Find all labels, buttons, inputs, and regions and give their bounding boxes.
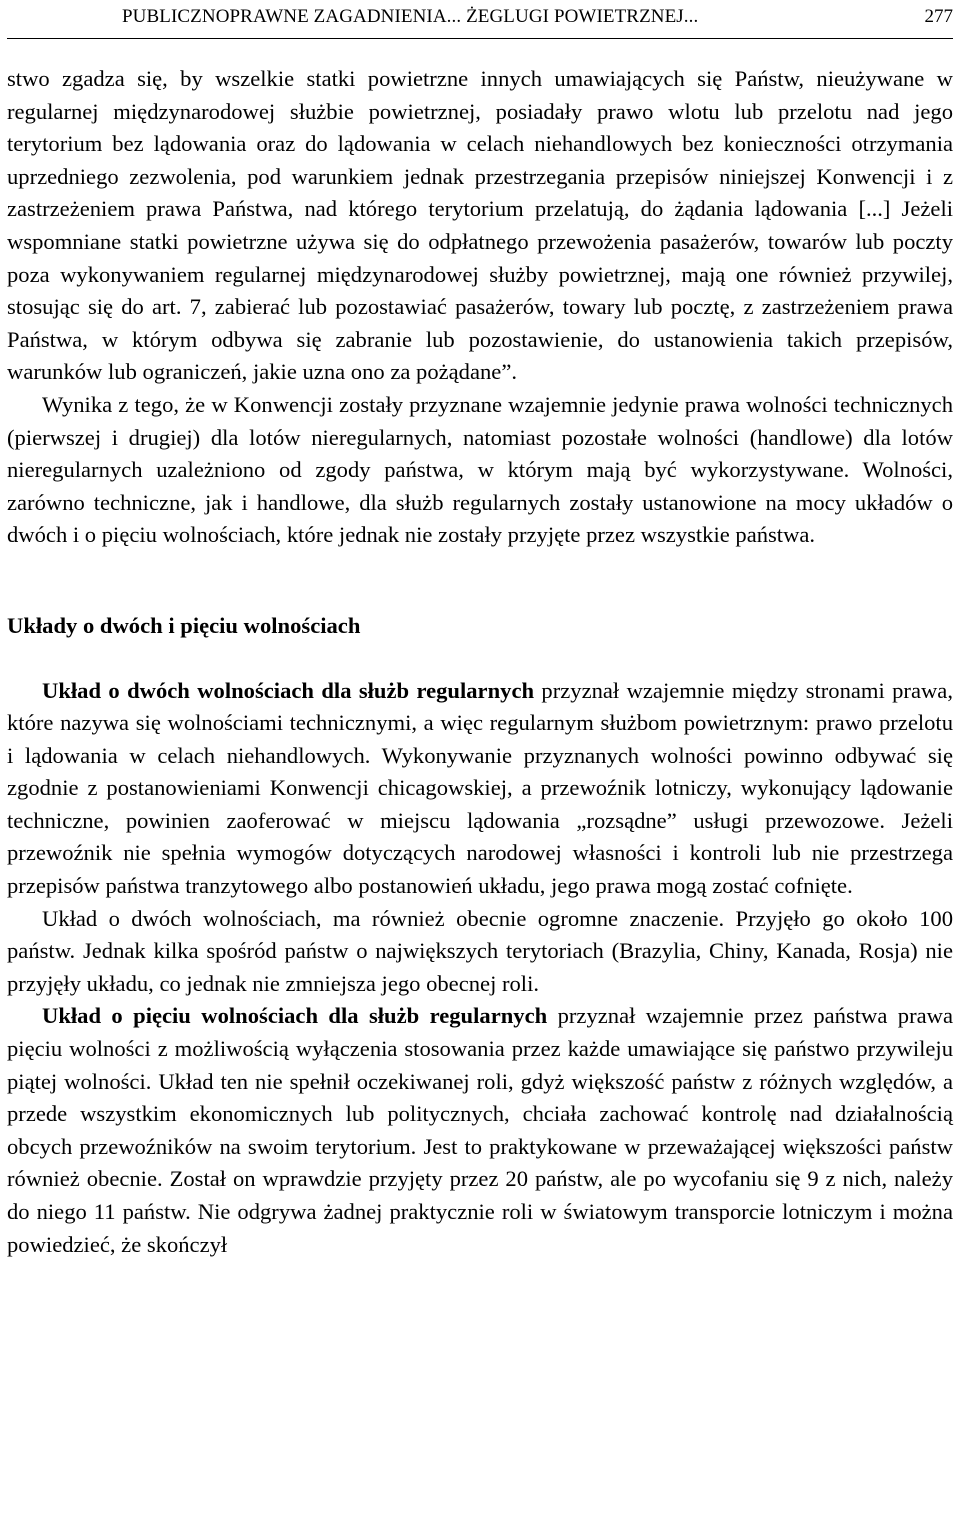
two-freedoms-text: przyznał wzajemnie między stronami prawa, które nazywa się wolnościami technicznymi, a więc regularnym służbom powietrznym: prawo przelotu i lądowania w celach niehandlowych. Wykonywanie przyznanych wolności powinno odbywać się zgodnie z postanowieniami Konwencji chicagowskiej, a przewoźnik lotniczy, wykonujący lądowanie techniczne, powinien zaoferować w miejscu lądowania „rozsądne” usługi przewozowe. Jeżeli przewoźnik nie spełnia wymogów dotyczących narodowej własności i kontroli lub nie przestrzega przepisów państwa tranzytowego albo postanowień układu, jego prawa mogą zostać cofnięte. <box>7 677 953 899</box>
section-heading: Układy o dwóch i pięciu wolnościach <box>7 612 361 638</box>
two-freedoms-term: Układ o dwóch wolnościach dla służb regularnych <box>42 677 535 703</box>
paragraph-freedoms-summary: Wynika z tego, że w Konwencji zostały przyznane wzajemnie jedynie prawa wolności technicznych (pierwszej i drugiej) dla lotów nieregularnych, natomiast pozostałe wolności (handlowe) dla lotów nieregularnych uzależniono od zgody państwa, w którym mają być wykorzystywane. Wolności, zarówno techniczne, jak i handlowe, dla służb regularnych zostały ustanowione na mocy układów o dwóch i o pięciu wolnościach, które jednak nie zostały przyjęte przez wszystkie państwa. <box>7 391 953 548</box>
page-body <box>7 63 953 1261</box>
running-title: PUBLICZNOPRAWNE ZAGADNIENIA... ŻEGLUGI POWIETRZNEJ... <box>122 6 699 27</box>
book-page <box>7 0 953 1261</box>
running-header <box>7 0 953 39</box>
five-freedoms-term: Układ o pięciu wolnościach dla służb regularnych <box>42 1003 548 1029</box>
paragraph-continuation: stwo zgadza się, by wszelkie statki powietrzne innych umawiających się Państw, nieużywane w regularnej międzynarodowej służbie powietrznej, posiadały prawo wlotu lub przelotu nad jego terytorium bez lądowania oraz do lądowania w celach niehandlowych bez konieczności otrzymania uprzedniego zezwolenia, pod warunkiem jednak przestrzegania przepisów niniejszej Konwencji i z zastrzeżeniem prawa Państwa, nad którego terytorium przelatują, do żądania lądowania [...] Jeżeli wspomniane statki powietrzne używa się do odpłatnego przewożenia pasażerów, towarów lub poczty poza wykonywaniem regularnej międzynarodowej służby powietrznej, mają one również przywilej, stosując się do art. 7, zabierać lub pozostawiać pasażerów, towary lub pocztę, z zastrzeżeniem prawa Państwa, w którym odbywa się zabranie lub pozostawienie, do ustanowienia takich przepisów, warunków lub ograniczeń, jakie uzna ono za pożądane”. <box>7 66 953 385</box>
paragraph-two-freedoms <box>7 675 953 903</box>
five-freedoms-text: przyznał wzajemnie przez państwa prawa pięciu wolności z możliwością wyłączenia stosowania przez każde umawiające się państwo przywileju piątej wolności. Układ ten nie spełnił oczekiwanej roli, gdyż większość państw z różnych względów, a przede wszystkim ekonomicznych lub politycznych, chciała zachować kontrolę nad działalnością obcych przewoźników na swoim terytorium. Jest to praktykowane w przeważającej większości państw również obecnie. Został on wprawdzie przyjęty przez 20 państw, ale po wycofaniu się 9 z nich, należy do niego 11 państw. Nie odgrywa żadnej praktycznie roli w światowym transporcie lotniczym i można powiedzieć, że skończył <box>7 1003 953 1257</box>
paragraph-five-freedoms <box>7 1000 953 1261</box>
page-number: 277 <box>924 6 953 27</box>
paragraph-two-freedoms-significance: Układ o dwóch wolnościach, ma również obecnie ogromne znaczenie. Przyjęło go około 100 państw. Jednak kilka spośród państw o największych terytoriach (Brazylia, Chiny, Kanada, Rosja) nie przyjęły układu, co jednak nie zmniejsza jego obecnej roli. <box>7 905 953 996</box>
